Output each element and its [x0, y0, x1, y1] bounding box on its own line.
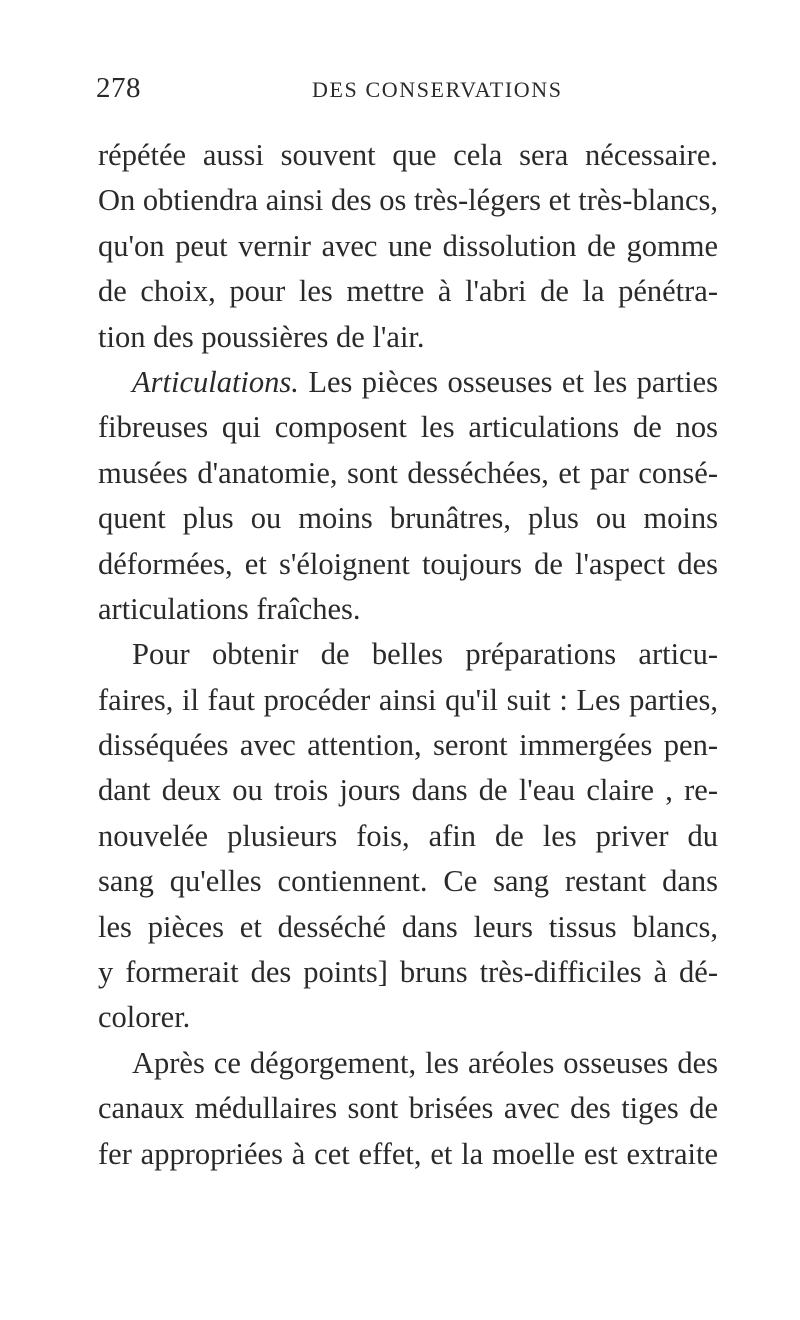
text-line: Après ce dégorgement, les aréoles osseuses des — [132, 1045, 718, 1080]
text-line-articulations — [98, 360, 718, 405]
text-line: disséquées avec attention, seront immergées pen- — [98, 728, 718, 763]
text-line: de choix, pour les mettre à l'abri de la pénétra- — [98, 274, 718, 309]
text-line: Pour obtenir de belles préparations articu- — [132, 637, 718, 672]
text-line: nouvelée plusieurs fois, afin de les priver du — [98, 818, 718, 853]
page-number: 278 — [96, 72, 141, 104]
text-line: fer appropriées à cet effet, et la moelle est extraite — [98, 1136, 718, 1171]
text-line: fibreuses qui composent les articulations de nos — [98, 410, 718, 445]
text-line: dant deux ou trois jours dans de l'eau claire , re- — [98, 773, 718, 808]
body-text — [98, 133, 718, 1177]
text-line: déformées, et s'éloignent toujours de l'aspect des — [98, 546, 718, 581]
section-heading-articulations: Articulations. — [132, 364, 299, 399]
text-line: sang qu'elles contiennent. Ce sang restant dans — [98, 864, 718, 899]
text-line: quent plus ou moins brunâtres, plus ou moins — [98, 501, 718, 536]
text-line: articulations fraîches. — [98, 591, 361, 626]
text-line: faires, il faut procéder ainsi qu'il suit : Les parties, — [98, 682, 718, 717]
text-line: qu'on peut vernir avec une dissolution de gomme — [98, 228, 718, 263]
running-head — [96, 70, 718, 106]
text-line: y formerait des points] bruns très-difficiles à dé- — [98, 955, 718, 990]
text-line: On obtiendra ainsi des os très-légers et très-blancs, — [98, 183, 718, 218]
text-line: les pièces et desséché dans leurs tissus blancs, — [98, 909, 718, 944]
text-line: canaux médullaires sont brisées avec des tiges de — [98, 1091, 718, 1126]
text-line: répétée aussi souvent que cela sera nécessaire. — [98, 138, 718, 172]
text-line: tion des poussières de l'air. — [98, 319, 425, 354]
text-line: musées d'anatomie, sont desséchées, et par consé- — [98, 455, 718, 490]
text-line-continuation: Les pièces osseuses et les parties — [298, 364, 718, 399]
running-title: DES CONSERVATIONS — [312, 77, 563, 102]
text-line: colorer. — [98, 1000, 191, 1035]
